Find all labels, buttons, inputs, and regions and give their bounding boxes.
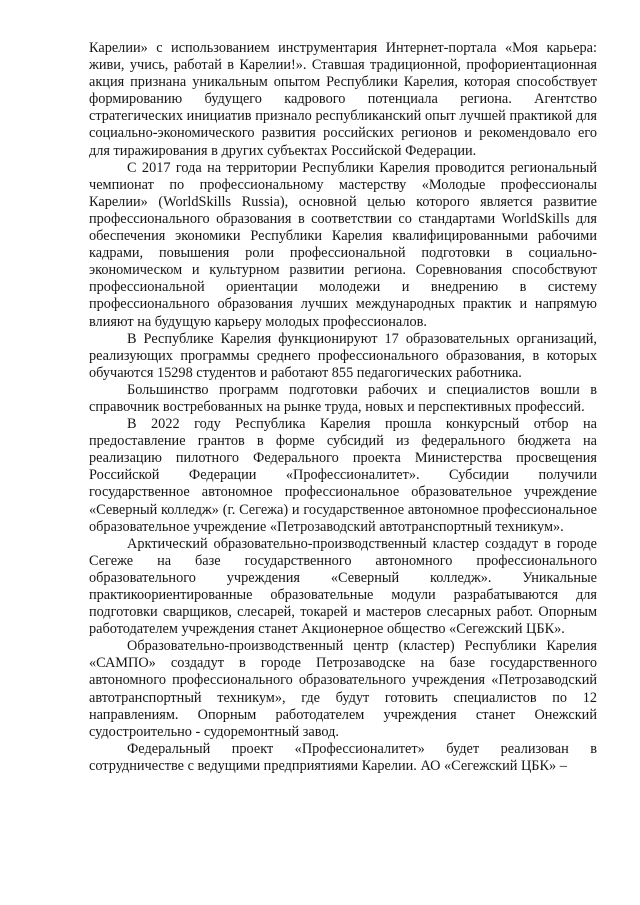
paragraph-continuation: Карелии» с использованием инструментария Интернет-портала «Моя карьера: живи, учись, работай в Карелии!». Ставшая традиционной, профориентационная акция признана уникальным опытом Республики Карелия, которая способствует формированию будущего кадрового потенциала региона. Агентство стратегических инициатив признало республиканский опыт лучшей практикой для социально-экономического развития российских регионов и рекомендовало его для тиражирования в других субъектах Российской Федерации. xyxy=(89,40,597,159)
paragraph-grants-2022: В 2022 году Республика Карелия прошла конкурсный отбор на предоставление грантов в форме субсидий из федерального бюджета на реализацию пилотного Федерального проекта Министерства просвещения Российской Федерации «Профессионалитет». Субсидии получили государственное автономное профессиональное образовательное учреждение «Северный колледж» (г. Сегежа) и государственное автономное профессиональное образовательное учреждение «Петрозаводский автотранспортный техникум». xyxy=(89,416,597,535)
paragraph-programs: Большинство программ подготовки рабочих и специалистов вошли в справочник востребованных на рынке труда, новых и перспективных профессий. xyxy=(89,381,597,415)
paragraph-federal-project: Федеральный проект «Профессионалитет» будет реализован в сотрудничестве с ведущими предприятиями Карелии. АО «Сегежский ЦБК» – xyxy=(89,740,597,774)
paragraph-organizations: В Республике Карелия функционируют 17 образовательных организаций, реализующих программы среднего профессионального образования, в которых обучаются 15298 студентов и работают 855 педагогических работника. xyxy=(89,330,597,381)
paragraph-sampo-cluster: Образовательно-производственный центр (кластер) Республики Карелия «САМПО» создадут в городе Петрозаводске на базе государственного автономного профессионального образовательного учреждения «Петрозаводский автотранспортный техникум», где будут готовить специалистов по 12 направлениям. Опорным работодателем учреждения станет Онежский судостроительно - судоремонтный завод. xyxy=(89,638,597,740)
paragraph-worldskills: С 2017 года на территории Республики Карелия проводится региональный чемпионат по профессиональному мастерству «Молодые профессионалы Карелии» (WorldSkills Russia), основной целью которого является развитие профессионального образования в соответствии со стандартами WorldSkills для обеспечения экономики Республики Карелия квалифицированными рабочими кадрами, повышения роли профессиональной подготовки в социально-экономическом и культурном развитии региона. Соревнования способствуют профессиональной ориентации молодежи и внедрению в систему профессионального образования лучших международных практик и напрямую влияют на будущую карьеру молодых профессионалов. xyxy=(89,159,597,330)
document-page xyxy=(89,40,597,775)
paragraph-arctic-cluster: Арктический образовательно-производственный кластер создадут в городе Сегеже на базе государственного автономного профессионального образовательного учреждения «Северный колледж». Уникальные практикоориентированные образовательные модули разрабатываются для подготовки сварщиков, слесарей, токарей и мастеров слесарных работ. Опорным работодателем учреждения станет Акционерное общество «Сегежский ЦБК». xyxy=(89,535,597,638)
